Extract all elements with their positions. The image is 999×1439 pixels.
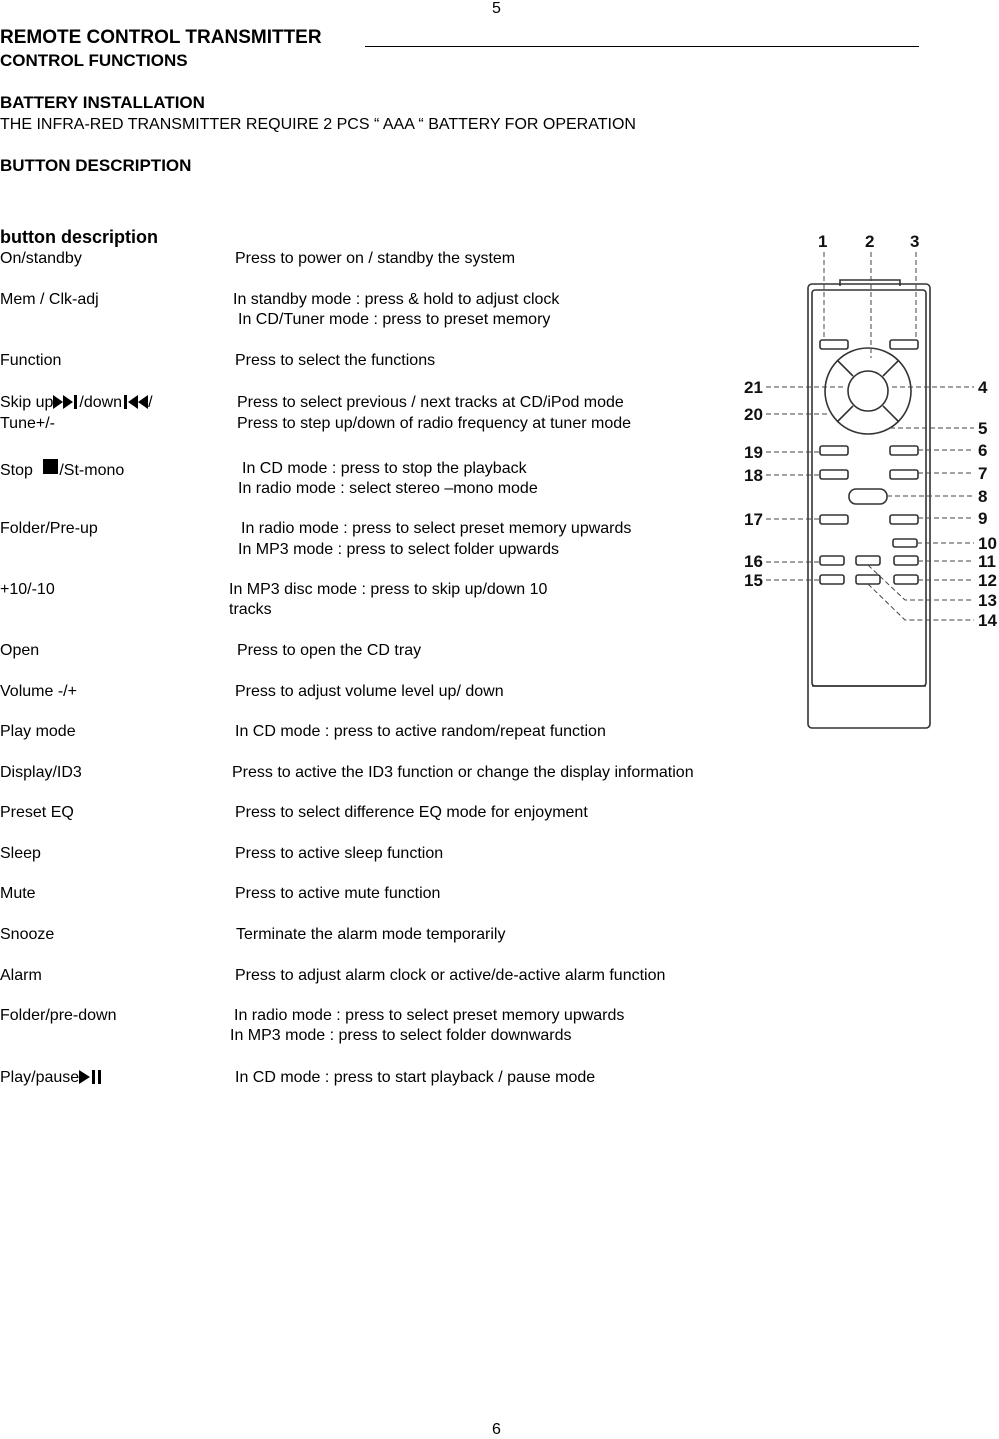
button-description: In CD mode : press to active random/repeat function: [235, 723, 606, 740]
stop-icon: [43, 459, 59, 475]
button-description: In CD mode : press to stop the playback: [242, 460, 527, 477]
callout-number: 9: [978, 509, 988, 528]
callout-number: 20: [744, 405, 763, 424]
callout-number: 8: [978, 487, 988, 506]
list-heading: button description: [0, 227, 158, 247]
button-label: Mute: [0, 885, 36, 902]
button-label: Snooze: [0, 926, 55, 943]
callout-number: 5: [978, 419, 988, 438]
button-label: [0, 459, 124, 481]
button-description: Press to open the CD tray: [237, 642, 422, 659]
page-title: REMOTE CONTROL TRANSMITTER: [0, 27, 322, 48]
button-label: Display/ID3: [0, 764, 82, 781]
button-description: In CD mode : press to start playback / pause mode: [235, 1069, 596, 1086]
page-number-top: 5: [492, 0, 501, 17]
remote-control-diagram: [740, 228, 999, 738]
callout-numbers: [744, 232, 997, 630]
button-label: +10/-10: [0, 581, 55, 598]
callout-number: 1: [818, 232, 828, 251]
play-pause-label: Play/pause: [0, 1069, 80, 1086]
button-description: Press to adjust alarm clock or active/de-active alarm function: [235, 967, 666, 984]
button-description-heading: BUTTON DESCRIPTION: [0, 156, 192, 175]
battery-heading: BATTERY INSTALLATION: [0, 93, 205, 112]
button-description: Press to adjust volume level up/ down: [235, 683, 504, 700]
callout-number: 4: [978, 378, 988, 397]
button-description: Press to active mute function: [235, 885, 441, 902]
battery-text: THE INFRA-RED TRANSMITTER REQUIRE 2 PCS “ AAA “ BATTERY FOR OPERATION: [0, 116, 636, 133]
button-label: Volume -/+: [0, 683, 77, 700]
button-label: Preset EQ: [0, 804, 74, 821]
button-label: Open: [0, 642, 40, 659]
skip-up-label: Skip up: [0, 394, 54, 411]
callout-number: 6: [978, 441, 988, 460]
callout-number: 10: [978, 534, 997, 553]
button-description: In radio mode : press to select preset memory upwards: [241, 520, 632, 537]
button-description: In radio mode : press to select preset memory upwards: [234, 1007, 625, 1024]
callout-number: 21: [744, 378, 763, 397]
button-label: [0, 1068, 103, 1088]
callout-number: 17: [744, 510, 763, 529]
button-description: In MP3 mode : press to select folder downwards: [230, 1027, 572, 1044]
button-description: Press to select difference EQ mode for enjoyment: [235, 804, 588, 821]
callout-number: 19: [744, 443, 763, 462]
callout-number: 3: [910, 232, 920, 251]
button-label: Function: [0, 352, 62, 369]
play-pause-icon: [79, 1070, 103, 1084]
callout-number: 15: [744, 571, 763, 590]
button-label: Sleep: [0, 845, 41, 862]
page-number-bottom: 6: [492, 1421, 501, 1438]
callout-number: 2: [865, 232, 875, 251]
callout-number: 7: [978, 464, 988, 483]
button-description: tracks: [229, 601, 272, 618]
button-label: On/standby: [0, 250, 82, 267]
callout-number: 18: [744, 466, 763, 485]
stop-label: Stop: [0, 462, 38, 479]
button-label: Alarm: [0, 967, 42, 984]
callout-number: 11: [978, 552, 996, 571]
button-description: Press to select the functions: [235, 352, 436, 369]
title-underline: [365, 46, 919, 47]
callout-number: 16: [744, 552, 763, 571]
button-description: In radio mode : select stereo –mono mode: [238, 480, 538, 497]
button-label: Mem / Clk-adj: [0, 291, 99, 308]
st-mono-label: /St-mono: [59, 462, 125, 479]
button-description: In MP3 disc mode : press to skip up/down 10: [229, 581, 548, 598]
skip-previous-icon: [122, 395, 148, 409]
skip-down-label: /down: [79, 394, 123, 411]
button-label: [0, 393, 153, 413]
button-description: Press to select previous / next tracks at CD/iPod mode: [237, 394, 624, 411]
button-description: Terminate the alarm mode temporarily: [236, 926, 506, 943]
button-description: Press to active sleep function: [235, 845, 444, 862]
button-description: In standby mode : press & hold to adjust clock: [233, 291, 560, 308]
button-description: Press to step up/down of radio frequency at tuner mode: [237, 415, 632, 432]
skip-slash-label: /: [148, 394, 153, 411]
button-label: Folder/Pre-up: [0, 520, 98, 537]
callout-number: 12: [978, 571, 997, 590]
button-label: Play mode: [0, 723, 76, 740]
skip-next-icon: [53, 395, 79, 409]
button-label: Tune+/-: [0, 415, 55, 432]
button-description: Press to active the ID3 function or change the display information: [232, 764, 694, 781]
section-subtitle: CONTROL FUNCTIONS: [0, 51, 188, 70]
button-description: In CD/Tuner mode : press to preset memory: [238, 311, 551, 328]
remote-buttons: [820, 340, 918, 584]
button-description: Press to power on / standby the system: [235, 250, 516, 267]
callout-number: 13: [978, 591, 997, 610]
button-description: In MP3 mode : press to select folder upwards: [238, 541, 560, 558]
button-label: Folder/pre-down: [0, 1007, 117, 1024]
callout-number: 14: [978, 611, 997, 630]
